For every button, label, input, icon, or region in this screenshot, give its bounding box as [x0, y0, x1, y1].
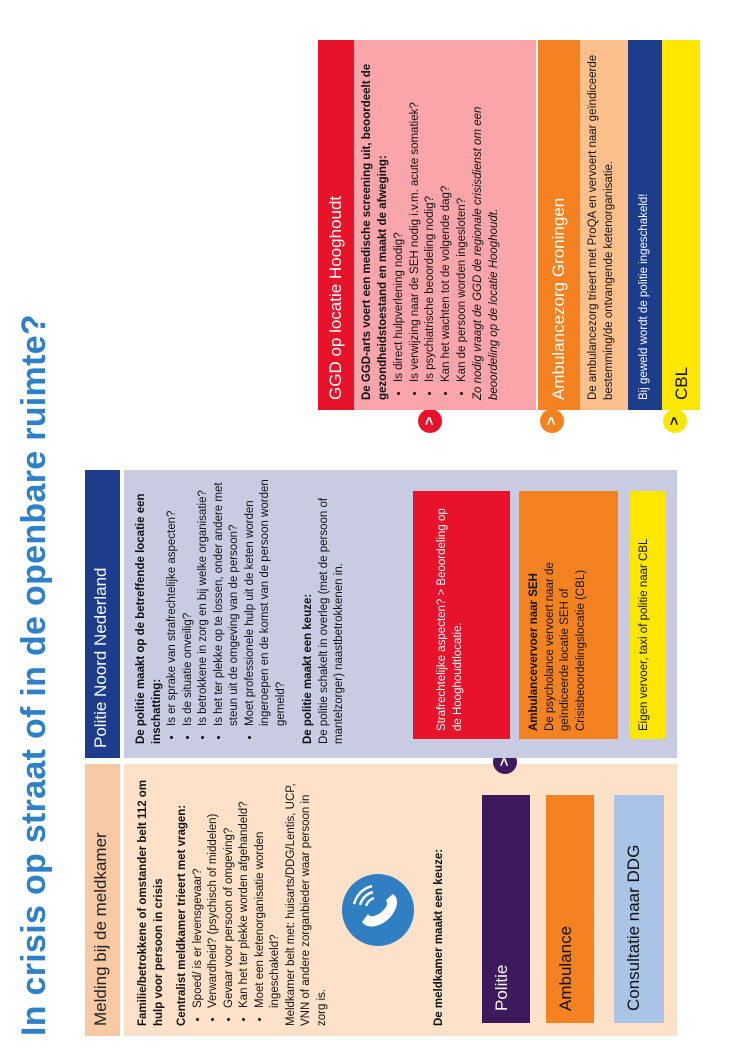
- politie-assess-heading: De politie maakt op de betreffende locatie een inschatting:: [135, 493, 163, 744]
- ambulancevervoer-box: [519, 491, 618, 739]
- meldkamer-choice-heading: De meldkamer maakt een keuze:: [433, 848, 446, 1026]
- ggd-italic-note: Zo nodig vraagt de GGD de regionale crisisdienst om een beoordeling op de locatie Hooghoudt.: [472, 106, 500, 400]
- option-ambulance: Ambulance: [546, 795, 594, 1023]
- ambulancevervoer-heading: Ambulancevervoer naar SEH: [528, 573, 540, 731]
- ambulancezorg-header: Ambulancezorg Groningen: [538, 40, 580, 410]
- eigen-vervoer-box: Eigen vervoer, taxi of politie naar CBL: [629, 491, 666, 739]
- ggd-panel: [354, 40, 536, 410]
- politie-header: Politie Noord Nederland: [85, 470, 120, 758]
- list-item: • Kan het wachten tot de volgende dag?: [439, 50, 455, 382]
- strafrechtelijk-box: Strafrechtelijke aspecten? > Beoordeling op de Hooghoudtlocatie.: [413, 491, 510, 739]
- arrow-icon: >: [540, 409, 564, 433]
- ggd-list: [392, 50, 471, 400]
- meldkamer-calls-text: Meldkamer belt met: huisarts/DDG/Lentis, UCP, VNN of andere zorganbieder waar persoon in zorg is.: [284, 783, 328, 1026]
- ggd-header: GGD op locatie Hooghoudt: [318, 40, 354, 410]
- list-item: • Is psychiatrische beoordeling nodig?: [423, 50, 439, 382]
- option-politie: Politie: [482, 795, 530, 1023]
- meldkamer-panel: [124, 764, 677, 1036]
- arrow-icon: >: [493, 750, 517, 774]
- list-item: • Kan het ter plekke worden afgehandeld?: [237, 774, 253, 1008]
- list-item: • Spoed/ is er levensgevaar?: [191, 774, 207, 1008]
- list-item: • Is de situatie onveilig?: [181, 478, 197, 726]
- arrow-icon: >: [418, 409, 442, 433]
- list-item: • Kan de persoon worden ingesloten?: [455, 50, 471, 382]
- triage-list: [191, 774, 284, 1026]
- list-item: • Is betrokkene in zorg en bij welke organisatie?: [196, 478, 212, 726]
- list-item: • Is verwijzing naar de SEH nodig i.v.m. acute somatiek?: [408, 50, 424, 382]
- geweld-note: Bij geweld wordt de politie ingeschakeld!: [628, 40, 662, 410]
- politie-assess-list: [165, 478, 289, 744]
- phone-icon: [342, 874, 414, 946]
- list-item: • Moet een ketenorganisatie worden ingeschakeld?: [253, 774, 284, 1008]
- meldkamer-header: Melding bij de meldkamer: [85, 764, 120, 1036]
- triage-heading: Centralist meldkamer trieert met vragen:: [176, 804, 189, 1026]
- ambulancevervoer-text: De psycholance vervoert naar de geïndiceerde locatie SEH of Crisisbeoordelingslocatie (CBL): [543, 562, 587, 731]
- politie-choice-heading: De politie maakt een keuze:: [302, 593, 315, 744]
- list-item: • Gevaar voor persoon of omgeving?: [222, 774, 238, 1008]
- page-title: In crisis op straat of in de openbare ruimte?: [15, 314, 53, 1036]
- list-item: • Is direct hulpverlening nodig?: [392, 50, 408, 382]
- list-item: • Is er sprake van strafrechtelijke aspecten?: [165, 478, 181, 726]
- cbl-header: CBL: [662, 40, 700, 410]
- list-item: • Moet professionele hulp uit de keten worden ingeroepen en de komst van de persoon worden gemeld?: [243, 478, 290, 726]
- option-ddg-consultatie: Consultatie naar DDG: [614, 795, 664, 1023]
- list-item: • Is het ter plekke op te lossen, onder andere met steun uit de omgeving van de persoon?: [212, 478, 243, 726]
- arrow-icon: >: [663, 409, 687, 433]
- meldkamer-intro: Familie/betrokkene of omstander belt 112 om hulp voor persoon in crisis: [137, 779, 165, 1026]
- list-item: • Verwardheid? (psychisch of middelen): [206, 774, 222, 1008]
- politie-choice-text: De politie schakelt in overleg (met de persoon of mantelzorger) naastbetrokkenen in.: [317, 497, 346, 744]
- ambulancezorg-text: De ambulancezorg trieert met ProQA en vervoert naar geïndiceerde bestemming/de ontvangende ketenorganisatie.: [580, 40, 628, 410]
- ggd-intro: De GGD-arts voert een medische screening uit, beoordeelt de gezondheidstoestand en maakt de afweging:: [361, 63, 389, 400]
